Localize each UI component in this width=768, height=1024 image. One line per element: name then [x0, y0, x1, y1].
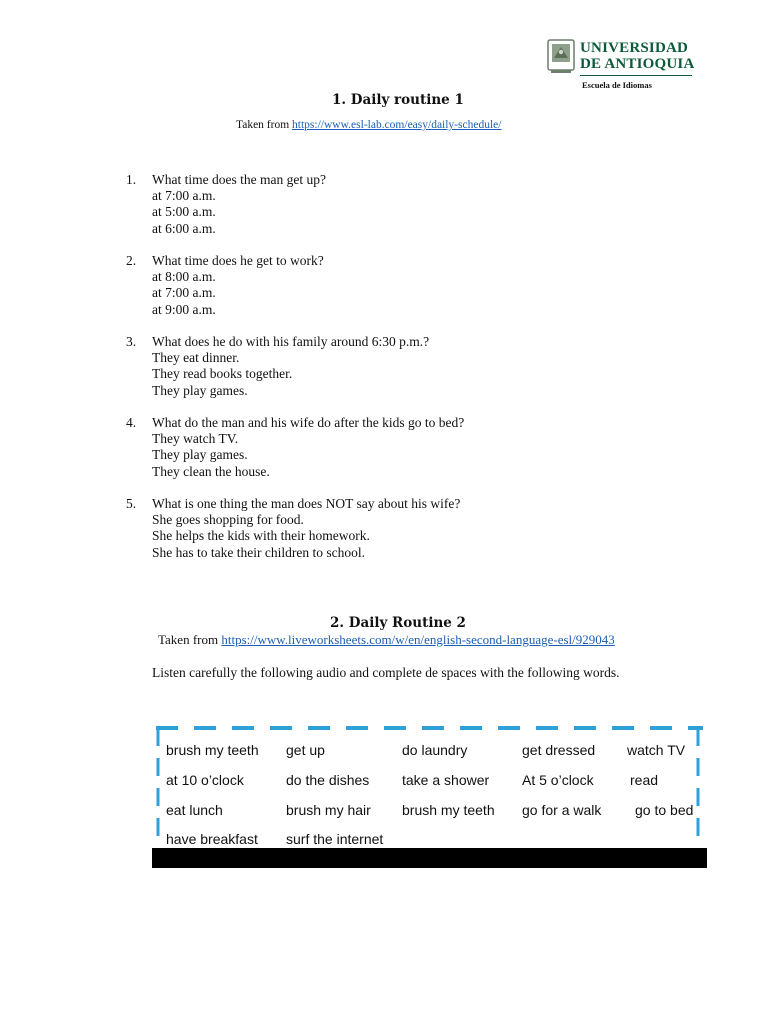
word-bank-item: brush my teeth — [166, 742, 259, 758]
logo-line-2: DE ANTIOQUIA — [580, 56, 695, 72]
answer-option: She goes shopping for food. — [152, 512, 304, 528]
section1-source-link[interactable]: https://www.esl-lab.com/easy/daily-schedule/ — [292, 119, 502, 131]
word-bank-item: brush my teeth — [402, 802, 495, 818]
answer-option: They play games. — [152, 382, 248, 398]
question-number: 4. — [126, 415, 137, 430]
question-text: What is one thing the man does NOT say about his wife? — [152, 496, 461, 511]
section1-source — [236, 119, 501, 131]
answer-option: They eat dinner. — [152, 350, 240, 366]
university-logo — [546, 38, 706, 94]
section2-source-link[interactable]: https://www.liveworksheets.com/w/en/english-second-language-esl/929043 — [221, 632, 615, 647]
logo-divider — [580, 75, 692, 76]
answer-option: They watch TV. — [152, 431, 239, 447]
question-body — [152, 496, 460, 561]
word-bank-item: watch TV — [627, 742, 686, 758]
word-bank-item: at 10 o’clock — [166, 772, 244, 788]
answer-option: at 8:00 a.m. — [152, 269, 216, 285]
answer-option: at 5:00 a.m. — [152, 204, 216, 220]
word-bank-item: take a shower — [402, 772, 490, 788]
word-bank-item: do the dishes — [286, 772, 370, 788]
logo-school: Escuela de Idiomas — [582, 80, 652, 90]
word-bank-item: eat lunch — [166, 802, 223, 818]
answer-option: at 9:00 a.m. — [152, 301, 216, 317]
answer-option: at 7:00 a.m. — [152, 285, 216, 301]
section2-source — [158, 632, 615, 648]
answer-option: They play games. — [152, 447, 248, 463]
answer-option: She helps the kids with their homework. — [152, 528, 370, 544]
section1-source-prefix: Taken from — [236, 119, 293, 131]
answer-option: at 7:00 a.m. — [152, 188, 216, 204]
word-bank-item: go to bed — [635, 802, 694, 818]
word-bank-item: read — [630, 772, 659, 788]
answer-option: They clean the house. — [152, 463, 270, 479]
section1-title: 1. Daily routine 1 — [332, 92, 464, 108]
word-bank-item: brush my hair — [286, 802, 371, 818]
word-bank-item: go for a walk — [522, 802, 602, 818]
question-number: 2. — [126, 253, 137, 268]
question-number: 5. — [126, 496, 137, 511]
section2-title: 2. Daily Routine 2 — [330, 615, 466, 631]
section2-instructions: Listen carefully the following audio and complete de spaces with the following words. — [152, 665, 620, 680]
word-bank — [152, 718, 707, 868]
word-bank-item: At 5 o’clock — [522, 772, 594, 788]
question-text: What does he do with his family around 6:30 p.m.? — [152, 334, 430, 349]
black-bar — [152, 848, 707, 868]
question-text: What time does he get to work? — [152, 253, 324, 268]
word-bank-item: get dressed — [522, 742, 596, 758]
question-text: What time does the man get up? — [152, 172, 326, 187]
answer-option: They read books together. — [152, 366, 293, 382]
university-seal-icon — [546, 38, 576, 76]
question-number: 3. — [126, 334, 137, 349]
word-bank-item: get up — [286, 742, 325, 758]
word-bank-item: surf the internet — [286, 831, 384, 847]
question-body — [152, 415, 464, 480]
question-body — [152, 172, 326, 237]
question-text: What do the man and his wife do after the kids go to bed? — [152, 415, 465, 430]
logo-line-1: UNIVERSIDAD — [580, 40, 689, 56]
answer-option: She has to take their children to school. — [152, 544, 365, 560]
question-number: 1. — [126, 172, 137, 187]
question-body — [152, 253, 324, 318]
question-body — [152, 334, 429, 399]
answer-option: at 6:00 a.m. — [152, 220, 216, 236]
word-bank-item: do laundry — [402, 742, 468, 758]
word-bank-item: have breakfast — [166, 831, 258, 847]
section2-source-prefix: Taken from — [158, 632, 222, 647]
